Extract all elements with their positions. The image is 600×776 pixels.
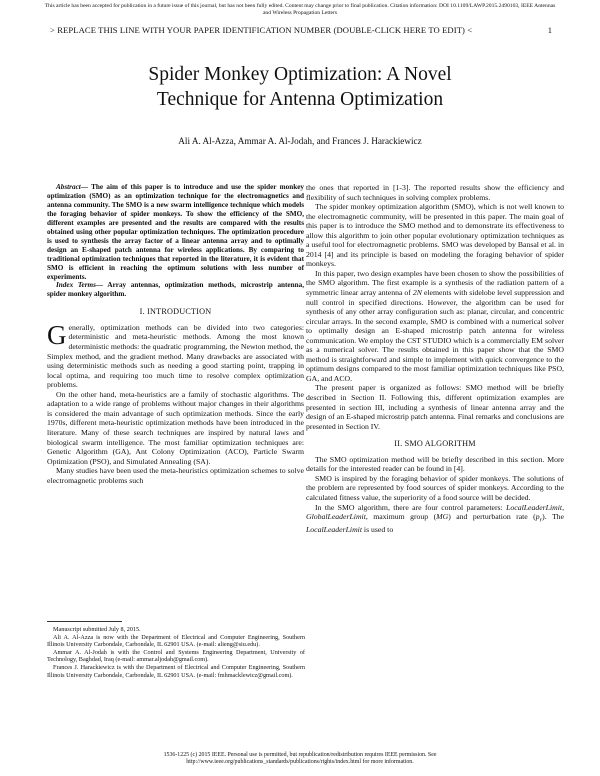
smo-paragraph-3-end: is used to: [361, 525, 394, 535]
index-terms: [47, 281, 304, 299]
footnote-manuscript: Manuscript submitted July 8, 2015.: [53, 626, 141, 633]
intro-paragraph-3: Many studies have been used the meta-heuristics optimization schemes to solve electromagnetic problems such: [47, 466, 304, 485]
intro-paragraph-2: On the other hand, meta-heuristics are a family of stochastic algorithms. The adaptation to a wide range of problems without major changes in their algorithms is considered the main advantage of such optimization methods. Since the early 1970s, different meta-heuristic optimization methods have been introduced in the literature. Many of these search techniques are inspired by natural laws and biological swarm intelligence. The most familiar optimization techniques are: Genetic Algorithm (GA), Ant Colony Optimization (ACO), Particle Swarm Optimization (PSO), and Simulated Annealing (SA).: [47, 389, 304, 466]
footnote-author-2: Ammar A. Al-Jodah is with the Control and Systems Engineering Department, University of Technology, Baghdad, Iraq (e-mail: ammar.aljodah@gmail.com).: [47, 648, 305, 664]
paper-title: [60, 62, 540, 112]
index-terms-label: Index Terms—: [56, 281, 104, 290]
copyright-line-1: 1536-1225 (c) 2015 IEEE. Personal use is permitted, but republication/redistribution requires IEEE permission. See: [163, 752, 437, 758]
copyright-line-2: http://www.ieee.org/publications_standards/publications/rights/index.html for more information.: [186, 759, 414, 766]
section-heading-smo-algorithm: II. SMO ALGORITHM: [394, 439, 476, 449]
separator-2: , maximum group (: [365, 512, 437, 522]
param-local-leader-limit-2: LocalLeaderLimit: [306, 525, 362, 535]
title-line-2: Technique for Antenna Optimization: [156, 89, 444, 110]
param-pr: p: [535, 512, 540, 522]
separator-1: ,: [562, 502, 564, 512]
footnote-author-1: Ali A. Al-Azza is now with the Department of Electrical and Computer Engineering, Southern Illinois University Carbondale, Carbondale, IL 62901 USA. (e-mail: alieng@siu.edu).: [47, 633, 305, 649]
title-line-1: Spider Monkey Optimization: A Novel: [148, 64, 452, 85]
drop-cap: G: [47, 319, 67, 350]
intro-paragraph-5: [306, 269, 564, 384]
intro-paragraph-6: The present paper is organized as follows: SMO method will be briefly described in Section II. Following this, different optimization examples are presented in section III, including a synthesis of linear antenna array and the design of an E-shaped microstrip patch antenna. Final remarks and conclusions are presented in Section IV.: [306, 383, 564, 431]
param-pr-subscript: r: [539, 516, 543, 524]
abstract-text: The aim of this paper is to introduce and use the spider monkey optimization (SMO) as an optimization technique for the electromagnetics and antenna community. The SMO is a new swarm intelligence technique which models the foraging behavior of spider monkeys. To show the efficiency of the SMO, different examples are presented and the results are compared with the results obtained using other popular optimization techniques. The optimization procedure is used to synthesis the array factor of a linear antenna array and to optimally design an E-shaped patch antenna for wireless applications. By comparing to traditional optimization techniques that reported in the literature, it is evident that SMO is efficient in reaching the optimum solutions with less number of experiments.: [47, 183, 304, 281]
index-terms-text: Array antennas, optimization methods, microstrip antenna, spider monkey algorithm.: [47, 281, 305, 299]
smo-paragraph-2: SMO is inspired by the foraging behavior of spider monkeys. The solutions of the problem are represented by food sources of spider monkeys. According to the calculated fitness value, the superiority of a food source will be decided.: [306, 473, 564, 502]
smo-paragraph-1: The SMO optimization method will be briefly described in this section. More details for the interested reader can be found in [4].: [306, 454, 564, 474]
variable-2n: 2N: [412, 288, 422, 298]
intro-paragraph-5-end: elements with sidelobe level suppression and null control in specified directions. However, the algorithm can be used for synthesis of any other array configuration such as: planar, circular, and concentric circular arrays. In the second example, SMO is combined with a numerical solver to optimally design an E-shaped microstrip patch antenna for wireless communication. We employ the CST STUDIO which is a commercially EM solver as a numerical solver. The results obtained in this paper show that the SMO method is straightforward and simple to implement with quick convergence to the optimum designs compared to the most familiar optimization techniques like PSO, GA, and ACO.: [306, 288, 565, 383]
param-mg: MG: [436, 512, 449, 522]
footnote-author-3: Frances J. Harackiewicz is with the Department of Electrical and Computer Engineering, Southern Illinois University Carbondale, Carbondale, IL 62901 USA. (e-mail: fmhmacklewicz@gmail.com).: [47, 663, 305, 679]
intro-paragraph-4: The spider monkey optimization algorithm (SMO), which is not well known to the electromagnetic community, will be presented in this paper. The main goal of this paper is to introduce the SMO method and to demonstrate its effectiveness to allow this algorithm to join other popular evolutionary optimization techniques as a useful tool for electromagnetic problems. SMO was developed by Bansal et al. in 2014 [4] and its principle is based on modeling the foraging behavior of spider monkeys.: [306, 202, 564, 269]
journal-notice: This article has been accepted for publication in a future issue of this journal, but has not been fully edited. Content may change prior to final publication. Citation information: DOI 10.1109/LAWP.2015.2490103, IEEE Antennas and Wireless Propagation Letters: [44, 3, 556, 16]
section-heading-introduction: I. INTRODUCTION: [139, 307, 212, 317]
header-placeholder-text[interactable]: > REPLACE THIS LINE WITH YOUR PAPER IDENTIFICATION NUMBER (DOUBLE-CLICK HERE TO EDIT) <: [50, 25, 473, 35]
param-global-leader-limit: GlobalLeaderLimit: [306, 512, 366, 522]
right-column: [306, 183, 564, 535]
smo-paragraph-3-start: In the SMO algorithm, there are four control parameters:: [315, 502, 507, 512]
separator-3: ) and perturbation rate (: [448, 512, 536, 522]
left-column: [47, 183, 304, 485]
footnotes: [47, 626, 305, 679]
intro-paragraph-1: [47, 319, 304, 390]
abstract: [47, 183, 304, 281]
page-number: 1: [547, 25, 552, 35]
intro-paragraph-5-start: In this paper, two design examples have been chosen to show the possibilities of the SMO algorithm. The first example is a synthesis of the radiation pattern of a symmetric linear array antenna of: [306, 268, 564, 298]
copyright-notice: [60, 752, 540, 766]
intro-paragraph-1-text: enerally, optimization methods can be divided into two categories: deterministic and meta-heuristic methods. Among the most known deterministic methods: the quadratic programming, the Newton method, the Simplex method, and the gradient method. Many drawbacks are associated with using deterministic methods such as needing a good starting point, trapping in local optima, and requiring too much time to resolve complex optimization problems.: [47, 322, 304, 390]
smo-paragraph-3: [306, 503, 564, 535]
author-list: Ali A. Al-Azza, Ammar A. Al-Jodah, and Frances J. Harackiewicz: [178, 136, 422, 146]
separator-4: ). The: [542, 512, 564, 522]
param-local-leader-limit: LocalLeaderLimit: [506, 502, 563, 512]
intro-paragraph-3-continued: the ones that reported in [1-3]. The reported results show the efficiency and flexibility of such techniques in solving complex problems.: [306, 183, 564, 202]
abstract-label: Abstract—: [56, 183, 88, 191]
footnote-rule: [47, 621, 122, 622]
